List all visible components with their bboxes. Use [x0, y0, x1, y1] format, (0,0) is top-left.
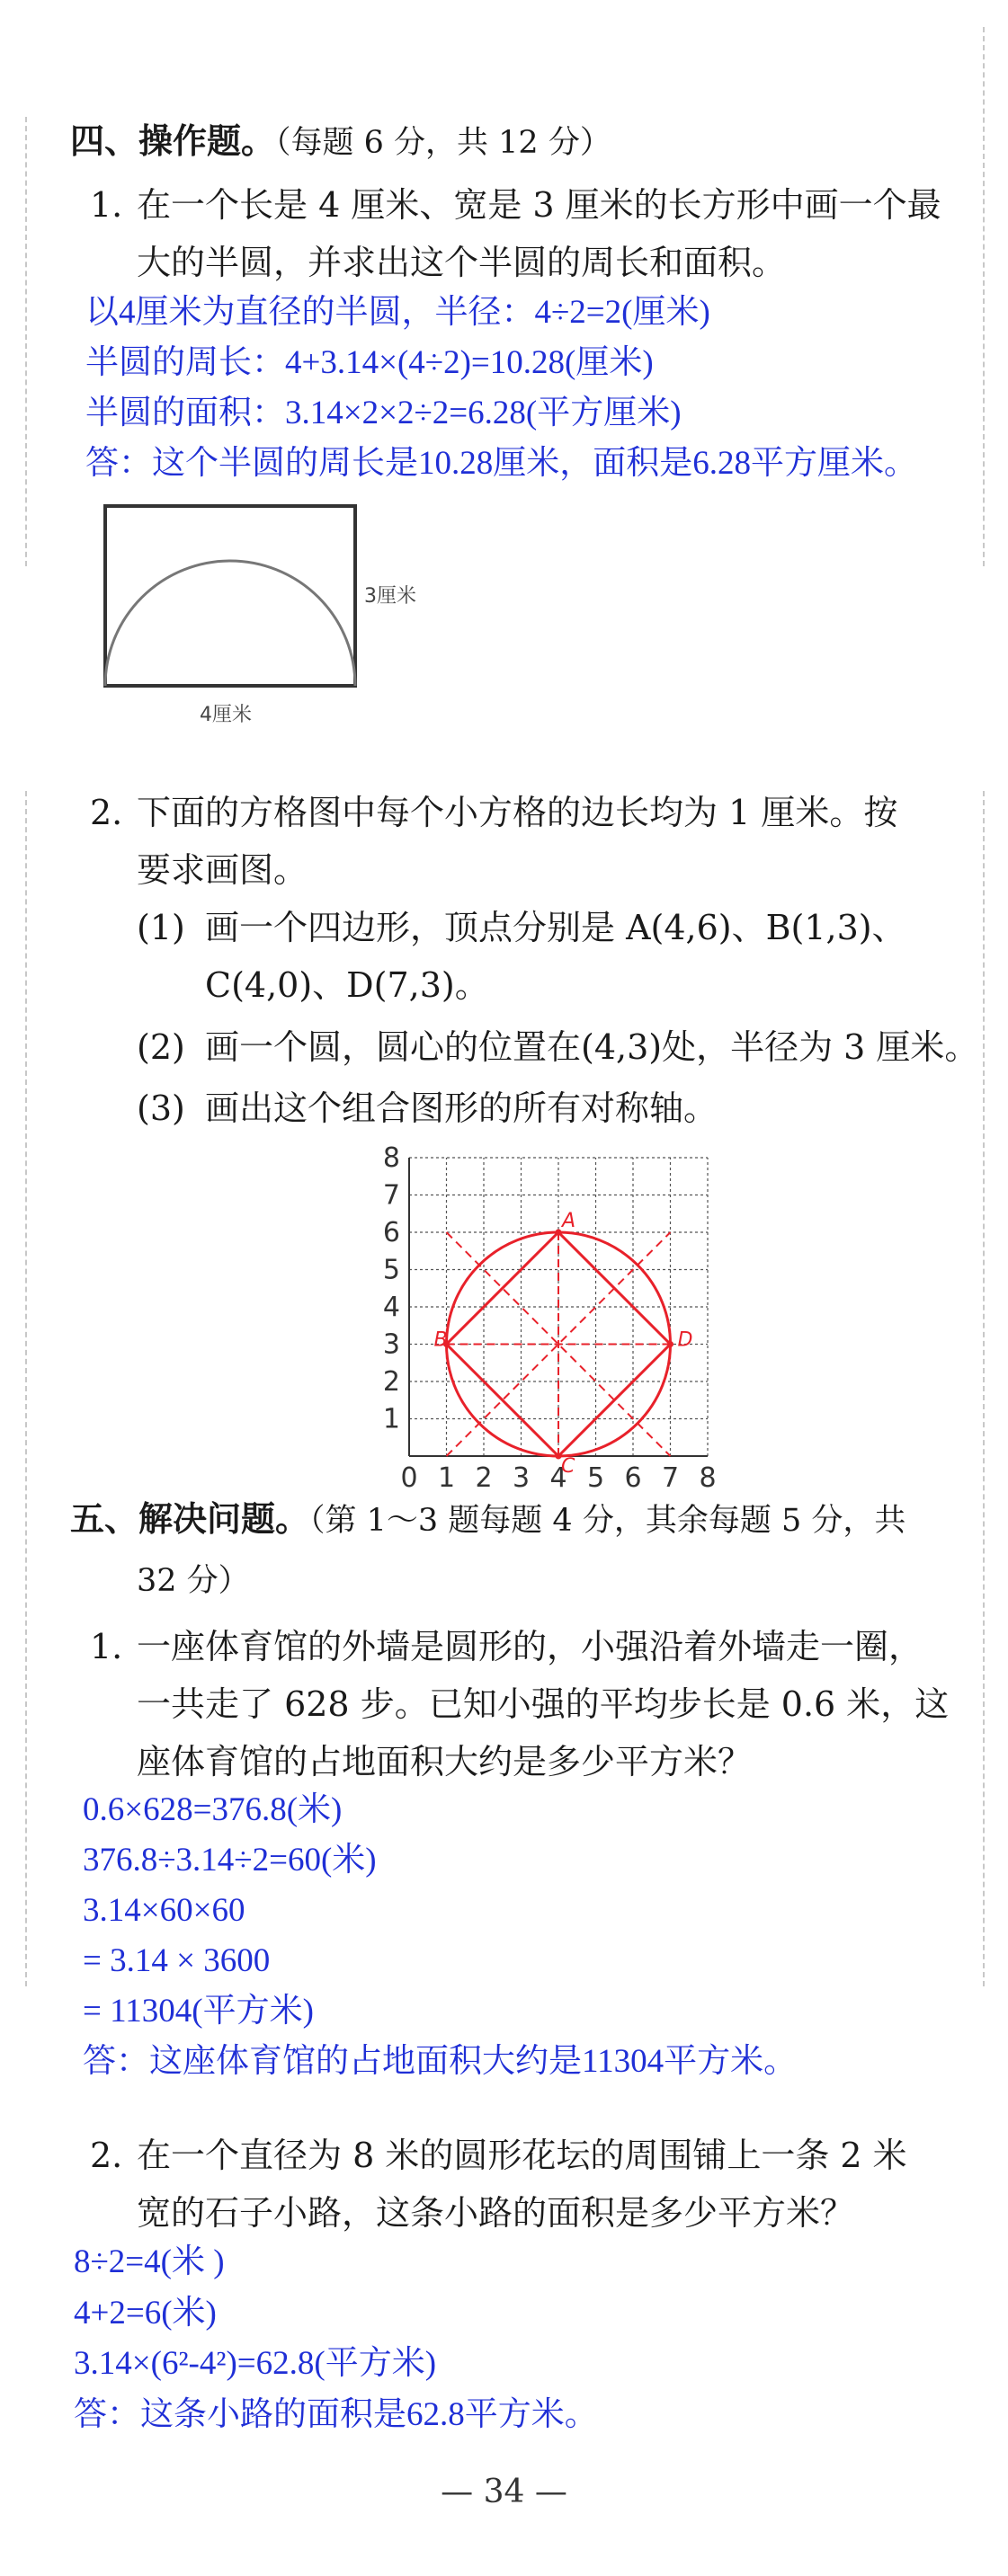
s5-q2-answer-line: 8÷2=4(米 ) — [74, 2243, 225, 2280]
vertex-label: C — [561, 1455, 575, 1478]
y-tick-label: 6 — [382, 1217, 400, 1248]
y-tick-label: 1 — [382, 1403, 400, 1435]
section4-score-note: （每题 6 分，共 12 分） — [275, 125, 611, 161]
section5-heading-row — [70, 1499, 905, 1541]
s4-q1-line1: 在一个长是 4 厘米、宽是 3 厘米的长方形中画一个最 — [137, 185, 941, 225]
section4-heading-row — [70, 121, 611, 163]
vertex-label: B — [433, 1328, 448, 1352]
semicircle-figure — [90, 499, 432, 733]
s4-q2-sub3-number: (3) — [137, 1088, 185, 1128]
s4-q1-answer-line: 半圆的周长：4+3.14×(4÷2)=10.28(厘米) — [85, 344, 654, 381]
section5-score-note: （第 1～3 题每题 4 分，其余每题 5 分，共 — [309, 1503, 906, 1539]
s4-q2-number: 2. — [90, 793, 123, 832]
s5-q1-answer-line: 0.6×628=376.8(米) — [83, 1791, 343, 1828]
s4-q2-sub1-line1: 画一个四边形，顶点分别是 A(4,6)、B(1,3)、 — [205, 908, 906, 947]
section4-heading: 四、操作题。 — [70, 121, 276, 161]
s5-q2-number: 2. — [90, 2136, 123, 2175]
x-tick-label: 3 — [512, 1462, 531, 1494]
s4-q2-sub2-number: (2) — [137, 1027, 185, 1067]
s4-q2-line2: 要求画图。 — [137, 850, 308, 890]
s4-q1-answer-line: 答：这个半圆的周长是10.28厘米，面积是6.28平方厘米。 — [85, 445, 917, 482]
vertex-label: A — [562, 1210, 576, 1232]
y-tick-label: 3 — [382, 1328, 400, 1361]
section5-score-note-cont: 32 分） — [137, 1563, 250, 1599]
y-tick-label: 8 — [382, 1142, 400, 1174]
left-margin-rule — [25, 791, 27, 1986]
s4-q2-sub3: 画出这个组合图形的所有对称轴。 — [205, 1088, 718, 1128]
s5-q1-line3: 座体育馆的占地面积大约是多少平方米？ — [137, 1742, 753, 1781]
page-number: — 34 — — [441, 2474, 567, 2510]
s5-q2-line2: 宽的石子小路，这条小路的面积是多少平方米？ — [137, 2193, 855, 2233]
s5-q1-answer-line: 3.14×60×60 — [83, 1892, 245, 1929]
y-tick-label: 4 — [382, 1292, 400, 1323]
x-tick-label: 2 — [475, 1462, 493, 1494]
figure-width-label: 4厘米 — [200, 704, 252, 726]
s5-q2-line1: 在一个直径为 8 米的圆形花坛的周围铺上一条 2 米 — [137, 2136, 907, 2175]
x-tick-label: 8 — [699, 1462, 717, 1494]
section5-heading: 五、解决问题。 — [70, 1499, 310, 1539]
right-margin-rule — [983, 27, 985, 566]
figure-height-label: 3厘米 — [364, 585, 416, 608]
s4-q2-sub2: 画一个圆，圆心的位置在(4,3)处，半径为 3 厘米。 — [205, 1027, 979, 1067]
y-tick-label: 7 — [382, 1179, 400, 1212]
s5-q2-answer-line: 4+2=6(米) — [74, 2295, 217, 2332]
x-tick-label: 7 — [661, 1462, 680, 1494]
x-tick-label: 1 — [437, 1462, 456, 1494]
s4-q1-line2: 大的半圆，并求出这个半圆的周长和面积。 — [137, 243, 787, 282]
semicircle-arc — [105, 561, 355, 686]
s4-q2-sub1-line2: C(4,0)、D(7,3)。 — [205, 965, 489, 1005]
y-tick-label: 2 — [382, 1366, 400, 1398]
s5-q1-answer-line: = 3.14 × 3600 — [83, 1942, 271, 1979]
s4-q1-answer-line: 半圆的面积：3.14×2×2÷2=6.28(平方厘米) — [85, 395, 682, 431]
s5-q1-number: 1. — [90, 1627, 123, 1666]
s4-q1-answer-line: 以4厘米为直径的半圆，半径：4÷2=2(厘米) — [85, 294, 710, 331]
vertex-label: D — [677, 1328, 693, 1352]
x-tick-label: 4 — [549, 1462, 567, 1494]
s4-q2-sub1-number: (1) — [137, 908, 185, 947]
y-tick-label: 5 — [382, 1254, 400, 1286]
s5-q1-answer-line: 376.8÷3.14÷2=60(米) — [83, 1842, 377, 1879]
vertex-point — [667, 1341, 673, 1347]
s4-q1-number: 1. — [90, 185, 123, 225]
s5-q1-line1: 一座体育馆的外墙是圆形的，小强沿着外墙走一圈， — [137, 1627, 923, 1666]
x-tick-label: 6 — [624, 1462, 642, 1494]
s5-q2-answer-line: 答：这条小路的面积是62.8平方米。 — [74, 2396, 598, 2433]
left-margin-rule — [25, 117, 27, 566]
coordinate-grid-diagram — [360, 1137, 737, 1497]
s5-q2-answer-line: 3.14×(6²-4²)=62.8(平方米) — [74, 2345, 437, 2382]
s5-q1-line2: 一共走了 628 步。已知小强的平均步长是 0.6 米，这 — [137, 1684, 950, 1724]
x-tick-label: 5 — [586, 1462, 605, 1494]
s5-q1-answer-line: = 11304(平方米) — [83, 1993, 314, 2030]
right-margin-rule — [983, 791, 985, 1986]
s5-q1-answer-line: 答：这座体育馆的占地面积大约是11304平方米。 — [83, 2043, 798, 2080]
s4-q2-line1: 下面的方格图中每个小方格的边长均为 1 厘米。按 — [137, 793, 898, 832]
vertex-point — [556, 1230, 562, 1236]
x-tick-label: 0 — [400, 1462, 418, 1494]
